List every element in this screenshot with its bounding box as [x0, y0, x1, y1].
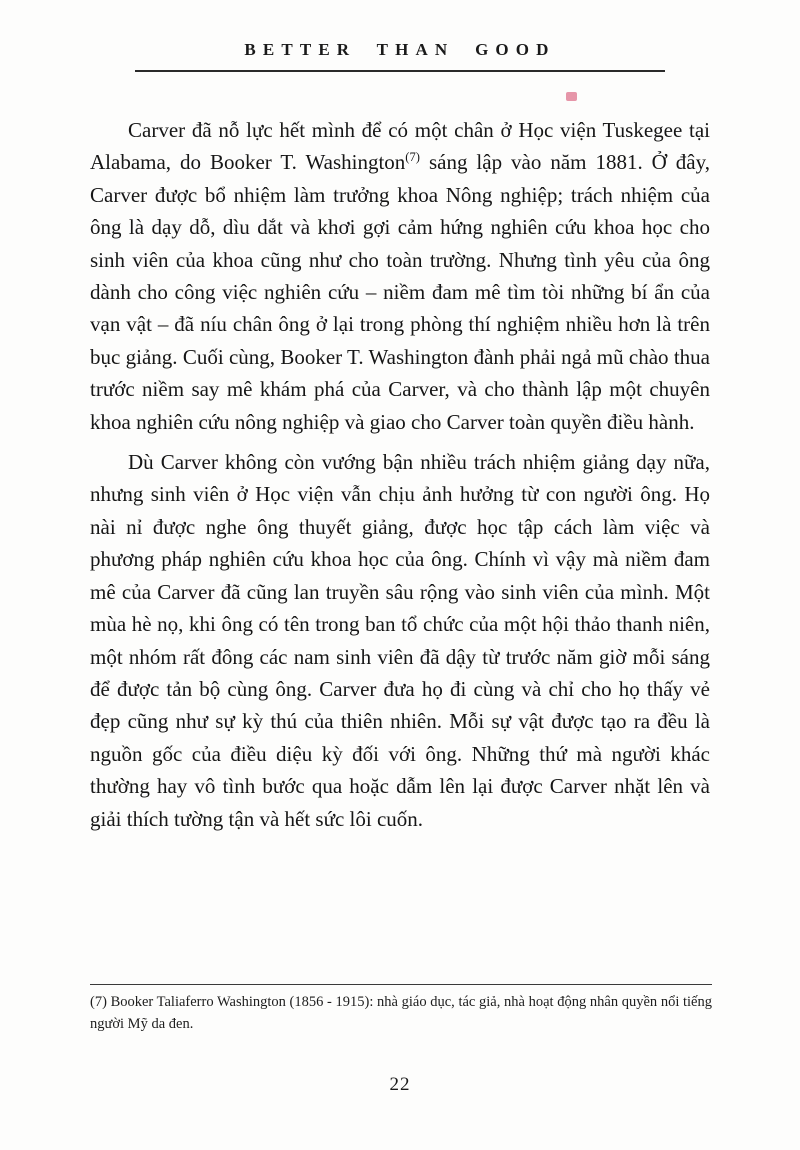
paragraph-2: Dù Carver không còn vướng bận nhiều trách nhiệm giảng dạy nữa, nhưng sinh viên ở Học viện vẫn chịu ảnh hưởng từ con người ông. Họ nài nỉ được nghe ông thuyết giảng, được học tập cách làm việc và phương pháp nghiên cứu khoa học của ông. Chính vì vậy mà niềm đam mê của Carver đã cũng lan truyền sâu rộng vào sinh viên của mình. Một mùa hè nọ, khi ông có tên trong ban tổ chức của một hội thảo thanh niên, một nhóm rất đông các nam sinh viên đã dậy từ trước năm giờ mỗi sáng để được tản bộ cùng ông. Carver đưa họ đi cùng và chỉ cho họ thấy vẻ đẹp cũng như sự kỳ thú của thiên nhiên. Mỗi sự vật được tạo ra đều là nguồn gốc của điều diệu kỳ đối với ông. Những thứ mà người khác thường hay vô tình bước qua hoặc dẫm lên lại được Carver nhặt lên và giải thích tường tận và hết sức lôi cuốn. [90, 450, 710, 831]
paragraph-1-text-before-marker: Carver đã nỗ lực hết mình để có một chân ở Học viện Tuskegee tại Alabama, do Booker T. Washington [90, 118, 710, 175]
page-header [0, 0, 800, 72]
scan-artifact [566, 92, 577, 101]
page-number: 22 [389, 1074, 411, 1095]
footnote-area [90, 984, 712, 1035]
paragraph-1-text-after-marker: sáng lập vào năm 1881. Ở đây, Carver được bổ nhiệm làm trưởng khoa Nông nghiệp; trách nhiệm của ông là dạy dỗ, dìu dắt và khơi gợi cảm hứng nghiên cứu khoa học cho sinh viên của khoa cũng như cho toàn trường. Nhưng tình yêu của ông dành cho công việc nghiên cứu – niềm đam mê tìm tòi những bí ẩn của vạn vật – đã níu chân ông ở lại trong phòng thí nghiệm nhiều hơn là trên bục giảng. Cuối cùng, Booker T. Washington đành phải ngả mũ chào thua trước niềm say mê khám phá của Carver, và cho thành lập một chuyên khoa nghiên cứu nông nghiệp và giao cho Carver toàn quyền điều hành. [90, 150, 710, 434]
header-rule [135, 70, 665, 72]
page-body [90, 114, 710, 835]
footnote-marker: (7) [405, 150, 420, 165]
running-head-title: BETTER THAN GOOD [244, 40, 556, 59]
footnote-rule [90, 984, 712, 985]
paragraph-1 [90, 114, 710, 438]
footnote-text: (7) Booker Taliaferro Washington (1856 - 1915): nhà giáo dục, tác giả, nhà hoạt động nhân quyền nổi tiếng người Mỹ da đen. [90, 994, 712, 1032]
